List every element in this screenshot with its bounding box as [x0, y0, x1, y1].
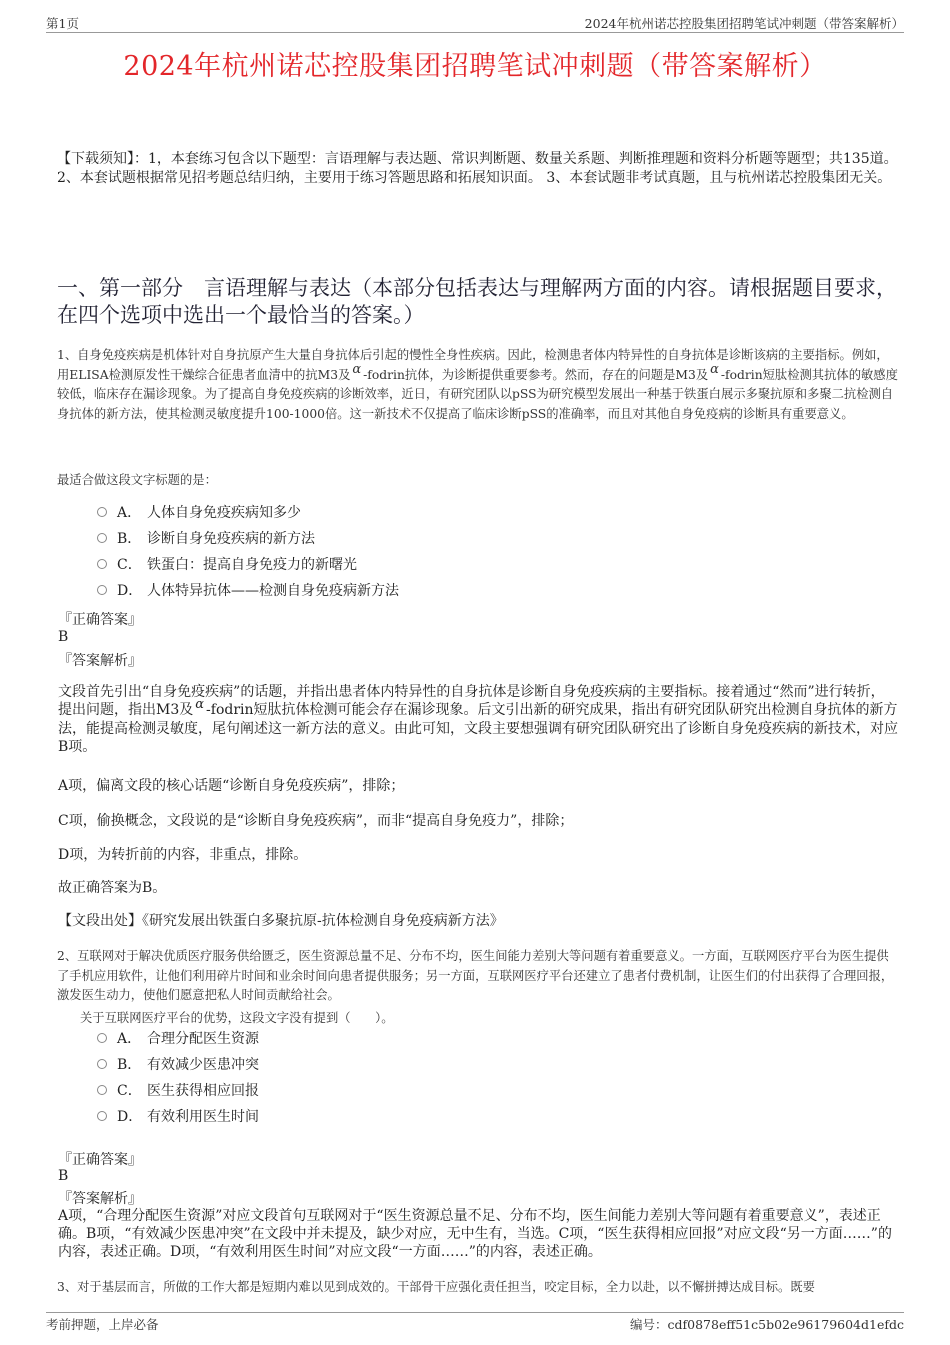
q1-conclusion: 故正确答案为B。 [58, 880, 167, 896]
q1-option-c[interactable] [97, 555, 357, 575]
question-1-stem [57, 346, 899, 424]
q2-analysis: A项，“合理分配医生资源”对应文段首句互联网对于“医生资源总量不足、分布不均，医生间能力差别大等问题有着重要意义”，表述正确。B项，“有效减少医患冲突”在文段中并未提及，缺少对应，无中生有，当选。C项，“医生获得相应回报”对应文段“另一方面……”的内容，表述正确。D项，“有效利用医生时间”对应文段“一方面……”的内容，表述正确。 [58, 1208, 892, 1260]
radio-icon[interactable] [97, 507, 107, 517]
question-2-ask: 关于互联网医疗平台的优势，这段文字没有提到（ ）。 [80, 1011, 394, 1025]
question-1-ask: 最适合做这段文字标题的是： [57, 473, 217, 487]
option-key: D． [117, 583, 143, 599]
q1-analysis [58, 683, 898, 756]
radio-icon[interactable] [97, 1085, 107, 1095]
q1-answer-label: 『正确答案』 [58, 612, 142, 628]
radio-icon[interactable] [97, 533, 107, 543]
q1-option-a[interactable] [97, 503, 301, 523]
q1-analysis-label: 『答案解析』 [58, 653, 142, 669]
radio-icon[interactable] [97, 585, 107, 595]
option-text: 铁蛋白：提高自身免疫力的新曙光 [147, 557, 357, 573]
q2-option-a[interactable] [97, 1029, 259, 1049]
footer-doc-id: 编号：cdf0878eff51c5b02e96179604d1efdc [630, 1317, 904, 1332]
alpha-symbol: α [195, 697, 205, 712]
page-footer [46, 1312, 904, 1333]
option-key: D． [117, 1109, 143, 1125]
q1-option-b[interactable] [97, 529, 315, 549]
q1-analysis-part-a: 文段首先引出“自身免疫疾病”的话题，并指出患者体内特异性的自身抗体是诊断自身免疫疾病的主要指标。接着通过“然而”进行转折，提出问题，指出M3及 [58, 684, 885, 718]
q2-answer: B [58, 1168, 69, 1184]
option-key: B． [117, 1057, 142, 1073]
header-doc-title: 2024年杭州诺芯控股集团招聘笔试冲刺题（带答案解析） [584, 16, 904, 31]
footer-slogan: 考前押题，上岸必备 [46, 1317, 159, 1332]
option-key: A． [117, 1031, 142, 1047]
option-text: 医生获得相应回报 [147, 1083, 259, 1099]
option-key: C． [117, 1083, 142, 1099]
q2-answer-label: 『正确答案』 [58, 1152, 142, 1168]
radio-icon[interactable] [97, 1059, 107, 1069]
section-heading: 一、第一部分 言语理解与表达（本部分包括表达与理解两方面的内容。请根据题目要求，在四个选项中选出一个最恰当的答案。） [57, 276, 897, 327]
option-key: B． [117, 531, 142, 547]
q1-analysis-part-b: -fodrin短肽抗体检测可能会存在漏诊现象。后文引出新的研究成果，指出有研究团队研究出检测自身抗体的新方法，能提高检测灵敏度，尾句阐述这一新方法的意义。由此可知，文段主要想强调有研究团队研究出了诊断自身免疫疾病的新技术，对应B项。 [58, 702, 898, 755]
option-text: 有效利用医生时间 [147, 1109, 259, 1125]
radio-icon[interactable] [97, 559, 107, 569]
q1-note-d: D项，为转折前的内容，非重点，排除。 [58, 847, 308, 863]
q1-stem-part-b: -fodrin抗体，为诊断提供重要参考。然而，存在的问题是M3及 [363, 367, 709, 382]
question-3-stem: 3、对于基层而言，所做的工作大都是短期内难以见到成效的。干部骨干应强化责任担当，咬定目标，全力以赴，以不懈拼搏达成目标。既要 [57, 1280, 815, 1294]
q2-option-b[interactable] [97, 1055, 259, 1075]
q2-option-d[interactable] [97, 1107, 259, 1127]
radio-icon[interactable] [97, 1111, 107, 1121]
download-notice: 【下载须知】：1，本套练习包含以下题型：言语理解与表达题、常识判断题、数量关系题、判断推理题和资料分析题等题型；共135道。 2、本套试题根据常见招考题总结归纳，主要用于练习答题思路和拓展知识面。 3、本套试题非考试真题，且与杭州诺芯控股集团无关。 [57, 151, 898, 186]
q1-stem-part-c: -fodrin短肽检测其抗体的敏感度较低，临床存在漏诊现象。为了提高自身免疫疾病的诊断效率，近日，有研究团队以pSS为研究模型发展出一种基于铁蛋白展示多聚抗原和多聚二抗检测自身抗体的新方法，使其检测灵敏度提升100-1000倍。这一新技术不仅提高了临床诊断pSS的准确率，而且对其他自身免疫病的诊断具有重要意义。 [57, 367, 898, 421]
q1-option-d[interactable] [97, 581, 399, 601]
q1-source: 【文段出处】《研究发展出铁蛋白多聚抗原-抗体检测自身免疫病新方法》 [58, 913, 504, 929]
q2-option-c[interactable] [97, 1081, 259, 1101]
alpha-symbol: α [352, 361, 362, 377]
alpha-symbol: α [710, 361, 719, 377]
q1-note-c: C项，偷换概念，文段说的是“诊断自身免疫疾病”，而非“提高自身免疫力”，排除； [58, 813, 574, 829]
page-number: 第1页 [46, 16, 79, 31]
option-text: 诊断自身免疫疾病的新方法 [147, 531, 315, 547]
option-text: 人体自身免疫疾病知多少 [147, 505, 301, 521]
q1-answer: B [58, 629, 69, 645]
radio-icon[interactable] [97, 1033, 107, 1043]
q1-stem-part-a: 1、自身免疫疾病是机体针对自身抗原产生大量自身抗体后引起的慢性全身性疾病。因此，检测患者体内特异性的自身抗体是诊断该病的主要指标。例如，用ELISA检测原发性干燥综合征患者血清中的抗M3及 [57, 348, 889, 382]
option-key: C． [117, 557, 142, 573]
document-title: 2024年杭州诺芯控股集团招聘笔试冲刺题（带答案解析） [123, 51, 827, 82]
question-2-stem: 2、互联网对于解决优质医疗服务供给匮乏，医生资源总量不足、分布不均，医生间能力差别大等问题有着重要意义。一方面，互联网医疗平台为医生提供了手机应用软件，让他们利用碎片时间和业余时间向患者提供服务；另一方面，互联网医疗平台还建立了患者付费机制，让医生们的付出获得了合理回报，激发医生动力，使他们愿意把私人时间贡献给社会。 [57, 949, 894, 1002]
q1-note-a: A项，偏离文段的核心话题“诊断自身免疫疾病”，排除； [58, 778, 405, 794]
option-text: 合理分配医生资源 [147, 1031, 259, 1047]
option-key: A． [117, 505, 142, 521]
page-header [46, 14, 904, 33]
q2-analysis-label: 『答案解析』 [58, 1191, 142, 1207]
option-text: 有效减少医患冲突 [147, 1057, 259, 1073]
option-text: 人体特异抗体——检测自身免疫病新方法 [147, 583, 399, 599]
